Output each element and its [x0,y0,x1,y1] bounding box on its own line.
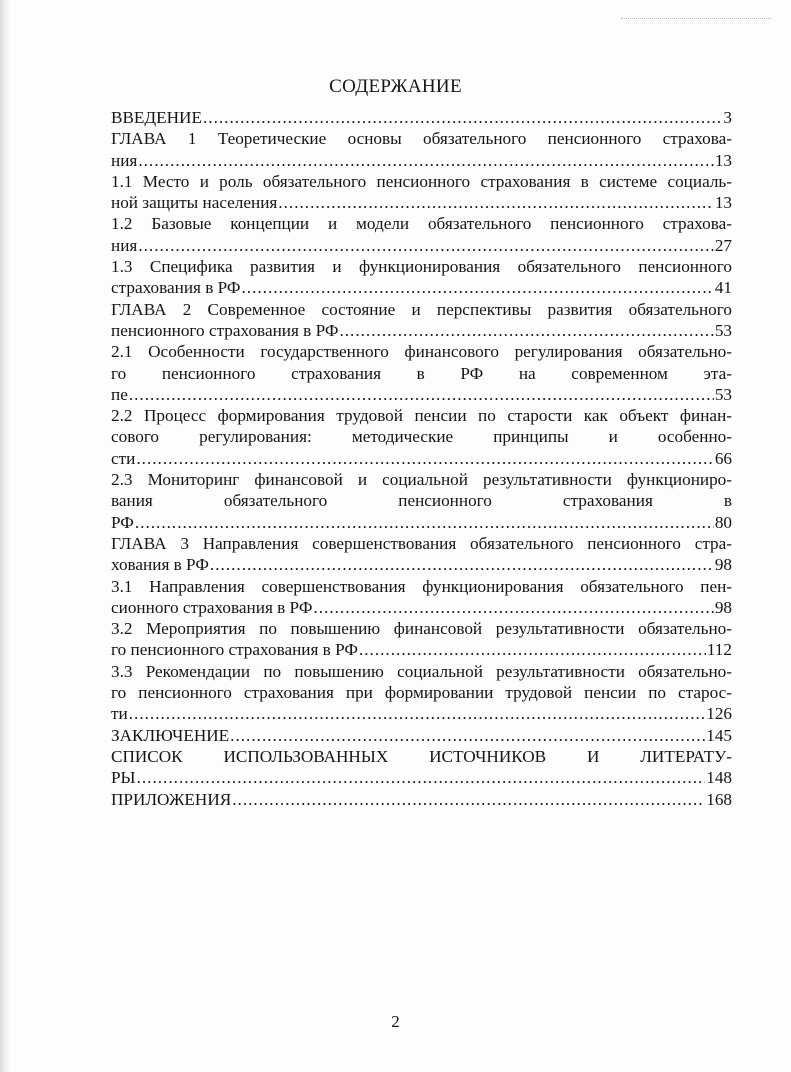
toc-entry-line: вания обязательного пенсионного страхования в [111,491,732,511]
toc-entry [111,618,732,661]
toc-entry-text: РФ [111,512,134,532]
toc-entry-text: пенсионного страхования в РФ [111,320,339,340]
toc-entry [111,746,732,789]
toc-entry [111,661,732,725]
dot-leader [232,789,705,810]
toc-entry-text: ния [111,150,138,170]
toc-entry-page: 126 [706,704,732,724]
toc-entry-last-line [111,554,732,575]
toc-entry [111,405,732,469]
toc-entry [111,171,732,214]
dot-leader [136,448,713,469]
toc-entry-line: 3.2 Мероприятия по повышению финансовой результативности обязательно- [111,619,732,639]
toc-entry-last-line [111,725,732,746]
toc-entry-last-line [111,150,732,171]
dot-leader [230,725,705,746]
dot-leader [359,639,706,660]
toc-entry [111,789,732,810]
toc-entry-line: го пенсионного страхования при формировании трудовой пенсии по старос- [111,683,732,703]
dot-leader [339,320,713,341]
toc-entry [111,576,732,619]
toc-entry-text: ЗАКЛЮЧЕНИЕ [111,725,230,745]
dot-leader [129,703,706,724]
toc-entry [111,299,732,342]
toc-entry [111,341,732,405]
toc-entry-page: 53 [714,384,732,404]
toc-entry [111,128,732,171]
toc-entry-page: 80 [714,512,732,532]
toc-entry-text: ПРИЛОЖЕНИЯ [111,789,232,809]
page-number: 2 [391,1012,400,1031]
toc-entry-last-line [111,384,732,405]
toc-entry-last-line [111,597,732,618]
toc-entry-page: 66 [714,448,732,468]
toc-entry-last-line [111,767,732,788]
toc-entry-line: 2.1 Особенности государственного финансового регулирования обязательно- [111,342,732,362]
toc-entry [111,533,732,576]
toc-entry-text: ной защиты населения [111,193,278,213]
toc-entry [111,256,732,299]
toc-entry-text: ния [111,235,138,255]
toc-entry-line: ГЛАВА 3 Направления совершенствования обязательного пенсионного стра- [111,533,732,553]
toc-entry-page: 168 [706,789,732,809]
toc-entry-line: 2.3 Мониторинг финансовой и социальной результативности функциониро- [111,470,732,490]
dot-leader [203,107,722,128]
toc-entry-last-line [111,277,732,298]
toc-entry-page: 53 [714,320,732,340]
toc-entry-page: 145 [706,725,732,745]
dot-leader [313,597,713,618]
toc-entry-text: страхования в РФ [111,278,241,298]
toc-entry-line: 3.1 Направления совершенствования функционирования обязательного пен- [111,576,732,596]
toc-entry [111,725,732,746]
toc-entry-last-line [111,512,732,533]
dot-leader [138,150,714,171]
toc-entry-line: 1.3 Специфика развития и функционирования обязательного пенсионного [111,257,732,277]
toc-entry [111,107,732,128]
dot-leader [135,512,714,533]
toc-entry-page: 112 [706,640,732,660]
toc-entry-line: ГЛАВА 2 Современное состояние и перспективы развития обязательного [111,299,732,319]
toc-entry-text: хования в РФ [111,555,209,575]
toc-entry-text: РЫ [111,768,136,788]
scan-edge-shadow [0,0,10,1072]
toc-entry-page: 148 [706,768,732,788]
toc-entry-page: 3 [723,108,732,127]
dot-leader [278,192,714,213]
toc-entry-text: сионного страхования в РФ [111,597,313,617]
toc-entry-text: го пенсионного страхования в РФ [111,640,358,660]
toc-entry-text: ти [111,704,128,724]
toc-entry-last-line [111,448,732,469]
toc-entry-line: 3.3 Рекомендации по повышению социальной результативности обязательно- [111,661,732,681]
dot-leader [210,554,714,575]
toc-entry-page: 98 [714,555,732,575]
dot-leader [241,277,713,298]
scan-noise [621,18,771,22]
toc-entry-page: 13 [714,193,732,213]
toc-entry-last-line [111,639,732,660]
toc-entry-line: 2.2 Процесс формирования трудовой пенсии по старости как объект финан- [111,406,732,426]
toc-entry-page: 13 [714,150,732,170]
toc-entry-page: 41 [714,278,732,298]
toc-entry-last-line [111,789,732,810]
dot-leader [129,384,714,405]
toc-entry-last-line [111,235,732,256]
toc-entry-line: 1.2 Базовые концепции и модели обязательного пенсионного страхова- [111,214,732,234]
dot-leader [138,235,714,256]
dot-leader [137,767,706,788]
toc-entry-page: 27 [714,235,732,255]
page-title: СОДЕРЖАНИЕ [329,76,462,97]
toc-entry [111,469,732,533]
toc-entry-last-line [111,107,732,128]
toc-entry-text: ВВЕДЕНИЕ [111,108,202,127]
toc-entry-text: сти [111,448,136,468]
toc-entry-line: сового регулирования: методические принципы и особенно- [111,427,732,447]
toc-entry-line: СПИСОК ИСПОЛЬЗОВАННЫХ ИСТОЧНИКОВ И ЛИТЕРАТУ- [111,746,732,766]
toc-entry-text: пе [111,384,128,404]
toc-entry-last-line [111,192,732,213]
toc-entry-line: ГЛАВА 1 Теоретические основы обязательного пенсионного страхова- [111,129,732,149]
toc-entry-last-line [111,320,732,341]
toc-entry-page: 98 [714,597,732,617]
toc-entry-line: 1.1 Место и роль обязательного пенсионного страхования в системе социаль- [111,171,732,191]
toc-entry-last-line [111,703,732,724]
table-of-contents [111,107,732,810]
toc-entry-line: го пенсионного страхования в РФ на современном эта- [111,363,732,383]
toc-entry [111,213,732,256]
